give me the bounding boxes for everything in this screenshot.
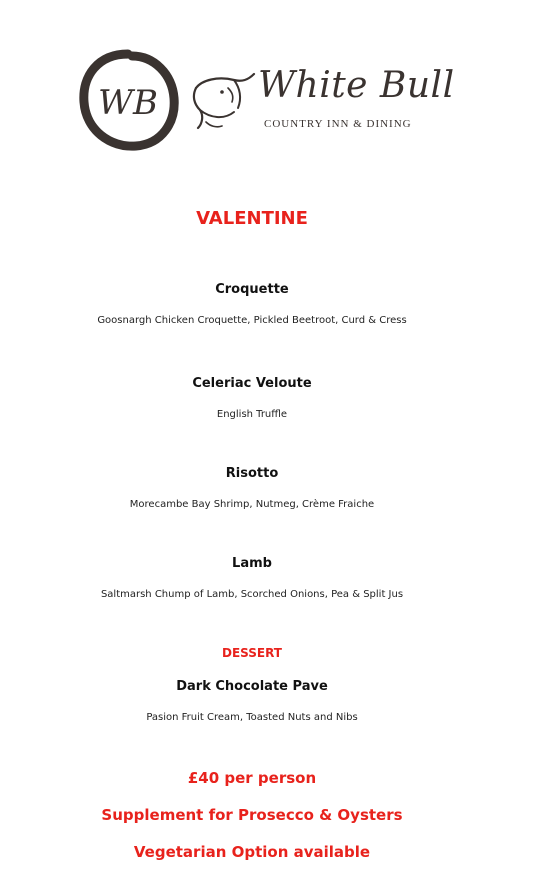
dessert-name: Dark Chocolate Pave [176, 679, 328, 694]
course-description: English Truffle [216, 409, 288, 420]
course-name: Celeriac Veloute [192, 376, 312, 391]
logo [76, 48, 455, 156]
course-description: Goosnargh Chicken Croquette, Pickled Beetroot, Curd & Cress [97, 315, 407, 326]
dessert-description: Pasion Fruit Cream, Toasted Nuts and Nibs [146, 712, 358, 723]
brand-name: White Bull [258, 65, 455, 106]
menu-title: VALENTINE [196, 208, 308, 229]
course-name: Lamb [232, 556, 272, 571]
course-description: Saltmarsh Chump of Lamb, Scorched Onions, Pea & Split Jus [100, 589, 404, 600]
monogram-text: WB [98, 83, 158, 123]
course-description: Morecambe Bay Shrimp, Nutmeg, Crème Fraiche [129, 499, 375, 510]
dessert-heading: DESSERT [222, 646, 282, 660]
bull-icon [188, 66, 258, 134]
course-name: Croquette [215, 282, 289, 297]
wb-monogram-logo [76, 48, 180, 152]
vegetarian-line: Vegetarian Option available [133, 843, 371, 861]
supplement-line: Supplement for Prosecco & Oysters [101, 806, 403, 824]
price-line: £40 per person [187, 769, 317, 787]
brand-tagline: COUNTRY INN & DINING [264, 118, 412, 130]
course-name: Risotto [225, 466, 279, 481]
